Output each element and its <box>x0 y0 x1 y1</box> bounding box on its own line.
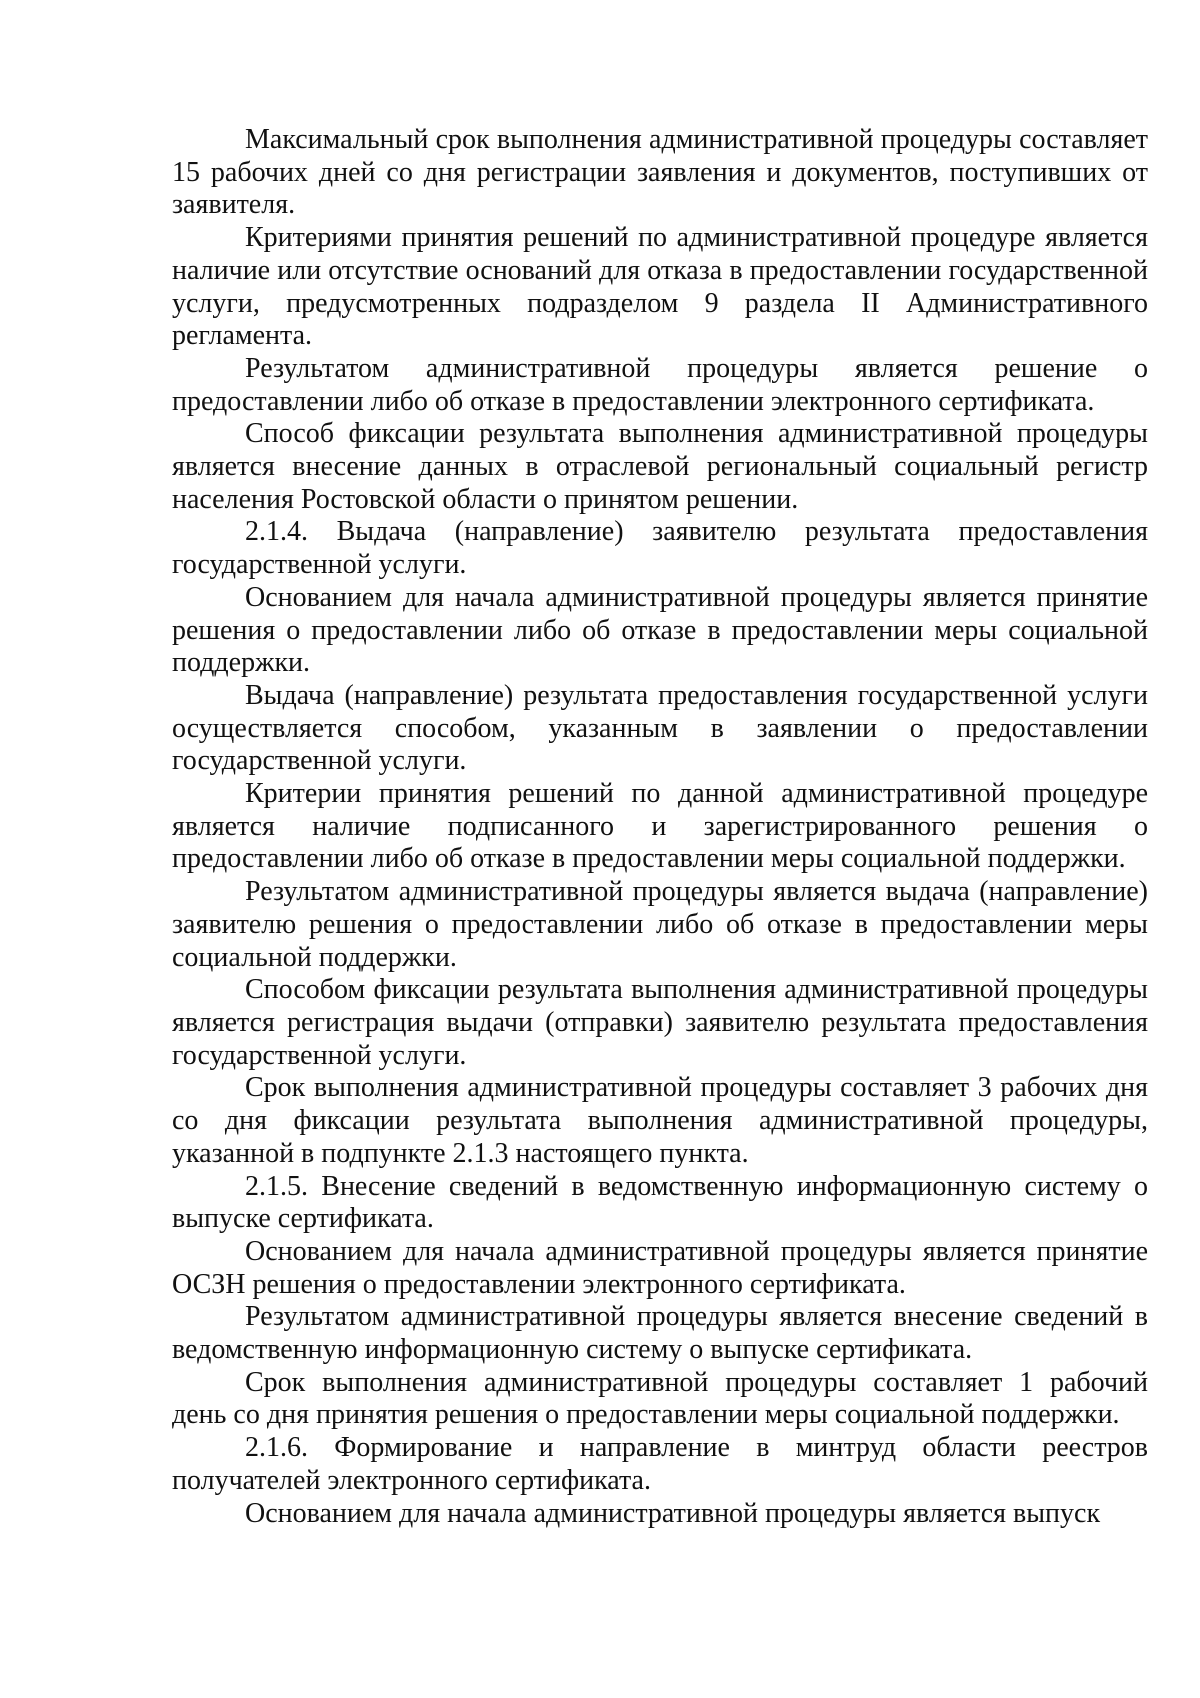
paragraph-decision-criteria-2: Критерии принятия решений по данной административной процедуре является наличие подписанного и зарегистрированного решения о предоставлении либо об отказе в предоставлении меры социальной поддержки. <box>172 778 1148 875</box>
paragraph-basis-start-2: Основанием для начала административной процедуры является принятие ОСЗН решения о предоставлении электронного сертификата. <box>172 1235 1148 1300</box>
section-heading-2-1-5: 2.1.5. Внесение сведений в ведомственную информационную систему о выпуске сертификата. <box>172 1170 1148 1235</box>
paragraph-term-3-days: Срок выполнения административной процедуры составляет 3 рабочих дня со дня фиксации результата выполнения административной процедуры, указанной в подпункте 2.1.3 настоящего пункта. <box>172 1072 1148 1169</box>
paragraph-max-term: Максимальный срок выполнения административной процедуры составляет 15 рабочих дней со дня регистрации заявления и документов, поступивших от заявителя. <box>172 124 1148 221</box>
section-heading-2-1-6: 2.1.6. Формирование и направление в минтруд области реестров получателей электронного сертификата. <box>172 1432 1148 1496</box>
paragraph-basis-start-3: Основанием для начала административной процедуры является выпуск <box>245 1497 1101 1529</box>
paragraph-basis-start: Основанием для начала административной процедуры является принятие решения о предоставлении либо об отказе в предоставлении меры социальной поддержки. <box>172 581 1148 679</box>
section-heading-2-1-4: 2.1.4. Выдача (направление) заявителю результата предоставления государственной услуги. <box>172 516 1148 581</box>
paragraph-decision-criteria: Критериями принятия решений по административной процедуре является наличие или отсутствие оснований для отказа в предоставлении государственной услуги, предусмотренных подразделом 9 раздела II Административного регламента. <box>172 222 1148 352</box>
document-page <box>172 124 1148 1530</box>
paragraph-procedure-result-2: Результатом административной процедуры является выдача (направление) заявителю решения о предоставлении либо об отказе в предоставлении меры социальной поддержки. <box>172 876 1148 973</box>
paragraph-delivery-method: Выдача (направление) результата предоставления государственной услуги осуществляется способом, указанным в заявлении о предоставлении государственной услуги. <box>172 679 1148 777</box>
paragraph-procedure-result: Результатом административной процедуры является решение о предоставлении либо об отказе в предоставлении электронного сертификата. <box>172 352 1148 417</box>
paragraph-result-fixation: Способ фиксации результата выполнения административной процедуры является внесение данных в отраслевой региональный социальный регистр населения Ростовской области о принятом решении. <box>172 418 1148 515</box>
paragraph-term-1-day: Срок выполнения административной процедуры составляет 1 рабочий день со дня принятия решения о предоставлении меры социальной поддержки. <box>172 1366 1148 1431</box>
paragraph-result-fixation-2: Способом фиксации результата выполнения административной процедуры является регистрация выдачи (отправки) заявителю результата предоставления государственной услуги. <box>172 974 1148 1071</box>
paragraph-procedure-result-3: Результатом административной процедуры является внесение сведений в ведомственную информационную систему о выпуске сертификата. <box>172 1301 1148 1366</box>
